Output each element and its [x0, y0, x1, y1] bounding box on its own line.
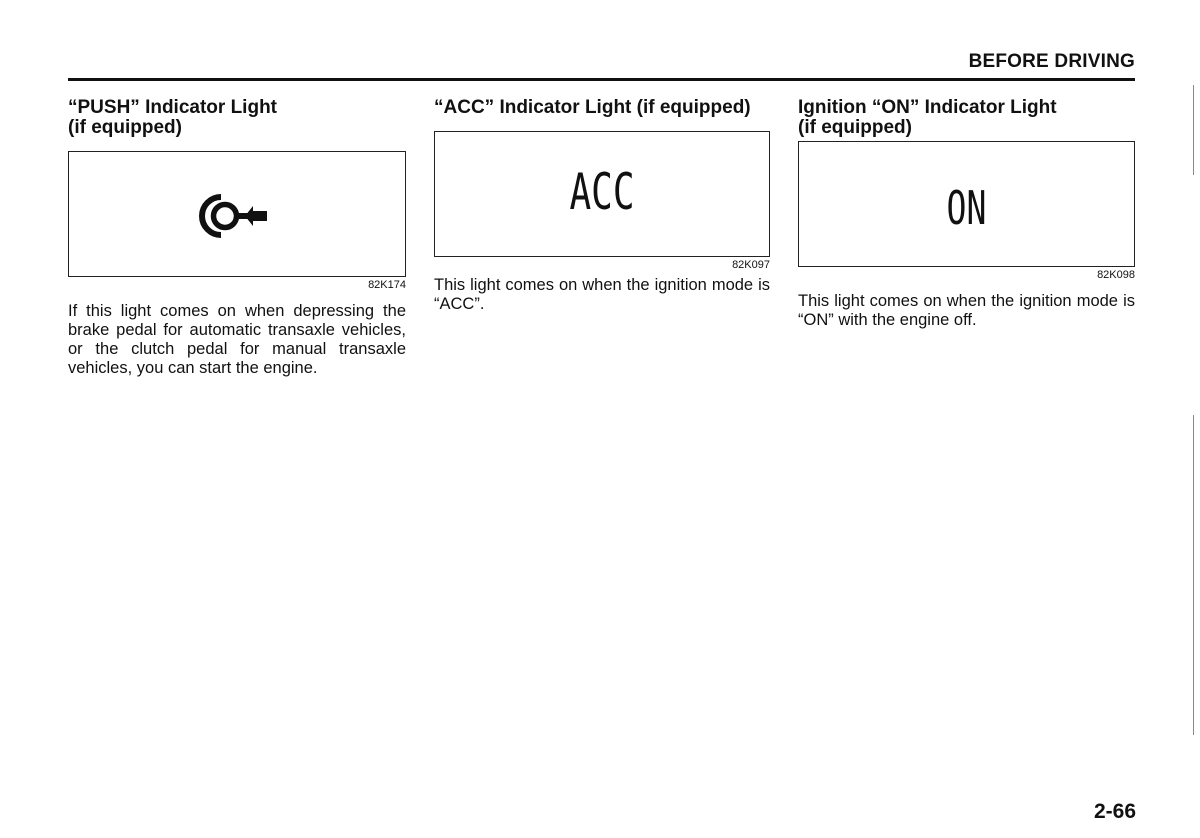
push-heading-line1: “PUSH” Indicator Light [68, 97, 277, 118]
header-rule [68, 78, 1135, 81]
push-indicator-heading [68, 98, 406, 138]
on-indicator-heading [798, 98, 1135, 138]
on-heading-line1: Ignition “ON” Indicator Light [798, 97, 1057, 118]
on-heading-line2: (if equipped) [798, 117, 912, 138]
on-indicator-section [798, 98, 1135, 330]
acc-indicator-section [434, 98, 770, 314]
acc-indicator-figure [434, 131, 770, 257]
push-start-indicator-icon [197, 194, 277, 238]
page-edge-mark [1193, 85, 1194, 175]
push-indicator-figure [68, 151, 406, 277]
on-indicator-figure [798, 141, 1135, 267]
push-indicator-section [68, 98, 406, 378]
acc-figure-code: 82K097 [732, 259, 770, 271]
acc-indicator-label: ACC [569, 163, 635, 221]
on-indicator-description: This light comes on when the ignition mode is “ON” with the engine off. [798, 292, 1135, 329]
section-title: BEFORE DRIVING [968, 51, 1135, 72]
acc-indicator-heading [434, 98, 770, 118]
acc-heading-line1: “ACC” Indicator Light (if equipped) [434, 97, 751, 118]
acc-indicator-description: This light comes on when the ignition mode is “ACC”. [434, 276, 770, 313]
page-number: 2-66 [1093, 800, 1136, 823]
on-figure-code: 82K098 [1097, 269, 1135, 281]
page-edge-mark [1193, 415, 1194, 735]
push-indicator-description: If this light comes on when depressing the brake pedal for automatic transaxle vehicles, or the clutch pedal for manual transaxle vehicles, you can start the engine. [68, 302, 406, 377]
on-indicator-label: ON [946, 181, 987, 235]
push-figure-code: 82K174 [368, 279, 406, 291]
push-heading-line2: (if equipped) [68, 117, 182, 138]
